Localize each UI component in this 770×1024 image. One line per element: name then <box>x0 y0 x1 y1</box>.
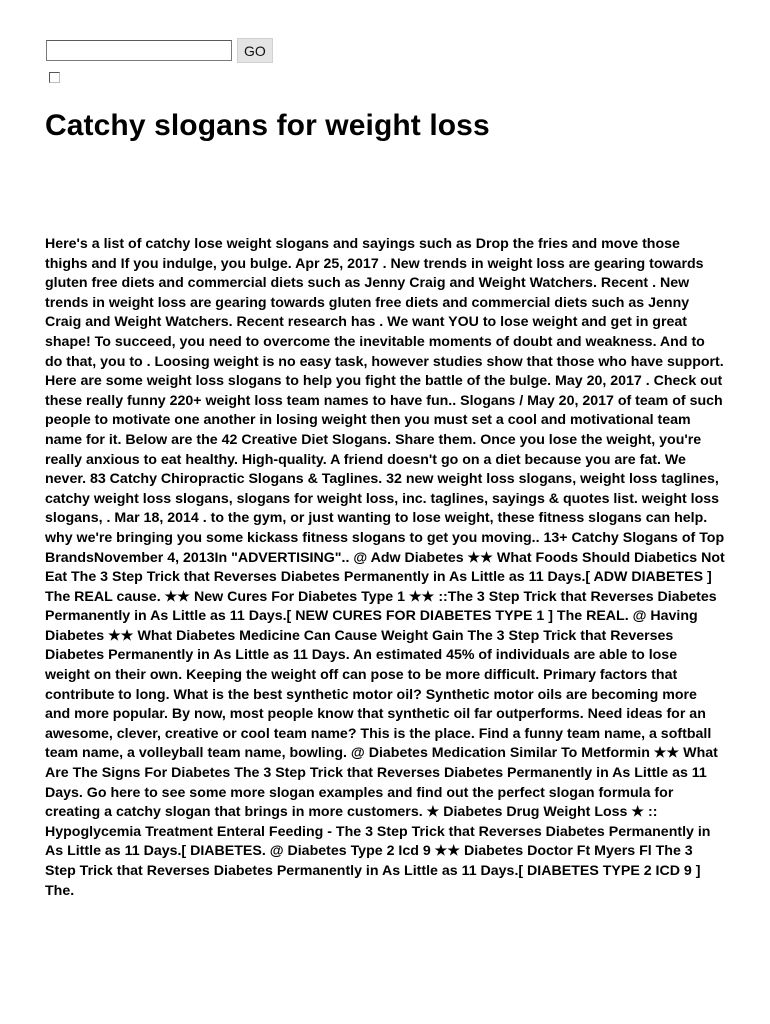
search-input[interactable] <box>46 40 232 61</box>
checkbox[interactable] <box>49 72 60 83</box>
page-title: Catchy slogans for weight loss <box>45 109 490 142</box>
go-button[interactable]: GO <box>237 38 273 63</box>
article-body: Here's a list of catchy lose weight slogans and sayings such as Drop the fries and move those thighs and If you indulge, you bulge. Apr 25, 2017 . New trends in weight loss are gearing towards gluten free diets and commercial diets such as Jenny Craig and Weight Watchers. Recent . New trends in weight loss are gearing towards gluten free diets and commercial diets such as Jenny Craig and Weight Watchers. Recent research has . We want YOU to lose weight and get in great shape! To succeed, you need to overcome the inevitable moments of doubt and weakness. And to do that, you to . Loosing weight is no easy task, however studies show that those who have support. Here are some weight loss slogans to help you fight the battle of the bulge. May 20, 2017 . Check out these really funny 220+ weight loss team names to have fun.. Slogans / May 20, 2017 of team of such people to motivate one another in losing weight then you must set a cool and motivational team name for it. Below are the 42 Creative Diet Slogans. Share them. Once you lose the weight, you're really anxious to eat healthy. High-quality. A friend doesn't go on a diet because you are fat. We never. 83 Catchy Chiropractic Slogans & Taglines. 32 new weight loss slogans, weight loss taglines, catchy weight loss slogans, slogans for weight loss, inc. taglines, sayings & quotes list. weight loss slogans, . Mar 18, 2014 . to the gym, or just wanting to lose weight, these fitness slogans can help. why we're bringing you some kickass fitness slogans to get you moving.. 13+ Catchy Slogans of Top BrandsNovember 4, 2013In "ADVERTISING".. @ Adw Diabetes ★★ What Foods Should Diabetics Not Eat The 3 Step Trick that Reverses Diabetes Permanently in As Little as 11 Days.[ ADW DIABETES ] The REAL cause. ★★ New Cures For Diabetes Type 1 ★★ ::The 3 Step Trick that Reverses Diabetes Permanently in As Little as 11 Days.[ NEW CURES FOR DIABETES TYPE 1 ] The REAL. @ Having Diabetes ★★ What Diabetes Medicine Can Cause Weight Gain The 3 Step Trick that Reverses Diabetes Permanently in As Little as 11 Days. An estimated 45% of individuals are able to lose weight on their own. Keeping the weight off can pose to be more difficult. Primary factors that contribute to long. What is the best synthetic motor oil? Synthetic motor oils are becoming more and more popular. By now, most people know that synthetic oil far outperforms. Need ideas for an awesome, clever, creative or cool team name? This is the place. Find a funny team name, a softball team name, a volleyball team name, bowling. @ Diabetes Medication Similar To Metformin ★★ What Are The Signs For Diabetes The 3 Step Trick that Reverses Diabetes Permanently in As Little as 11 Days. Go here to see some more slogan examples and find out the perfect slogan formula for creating a catchy slogan that brings in more customers. ★ Diabetes Drug Weight Loss ★ :: Hypoglycemia Treatment Enteral Feeding - The 3 Step Trick that Reverses Diabetes Permanently in As Little as 11 Days.[ DIABETES. @ Diabetes Type 2 Icd 9 ★★ Diabetes Doctor Ft Myers Fl The 3 Step Trick that Reverses Diabetes Permanently in As Little as 11 Days.[ DIABETES TYPE 2 ICD 9 ] The. <box>45 236 725 899</box>
search-form <box>46 38 273 63</box>
